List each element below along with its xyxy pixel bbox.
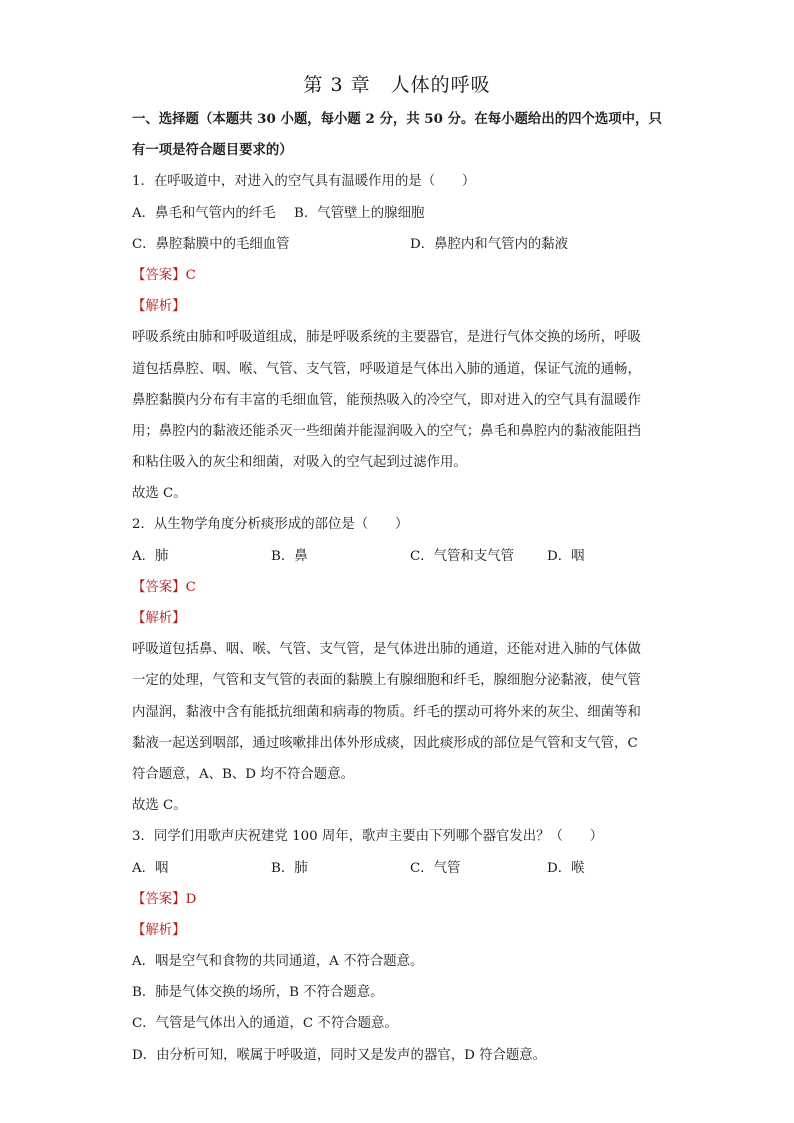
content <box>132 104 672 1071</box>
question-3 <box>132 821 672 1071</box>
option-a: A．咽 <box>132 860 169 876</box>
question-stem: 2．从生物学角度分析痰形成的部位是（ ） <box>132 517 409 533</box>
answer-label: 【答案】 <box>132 891 186 907</box>
question-2 <box>132 509 672 821</box>
analysis-line: 一定的处理，气管和支气管的表面的黏膜上有腺细胞和纤毛，腺细胞分泌黏液，使气管 <box>132 673 641 689</box>
option-c: C．鼻腔黏膜中的毛细血管 <box>132 236 290 252</box>
options-row <box>132 198 672 229</box>
answer-line <box>132 260 672 291</box>
section-heading-line-2: 有一项是符合题目要求的） <box>132 142 293 159</box>
analysis-line: 符合题意，A、B、D 均不符合题意。 <box>132 766 354 782</box>
answer-value: D <box>185 891 197 907</box>
options-row <box>132 229 672 260</box>
option-b: B．肺 <box>271 860 308 876</box>
option-d: D．鼻腔内和气管内的黏液 <box>410 236 569 252</box>
answer-label: 【答案】 <box>132 267 186 283</box>
question-1 <box>132 166 672 509</box>
option-d: D．喉 <box>547 860 585 876</box>
analysis-line: 呼吸道包括鼻、咽、喉、气管、支气管，是气体进出肺的通道，还能对进入肺的气体做 <box>132 642 641 658</box>
answer-line <box>132 572 672 603</box>
analysis-line: 故选 C。 <box>132 798 187 814</box>
analysis-line: 故选 C。 <box>132 486 187 502</box>
analysis-label: 【解析】 <box>132 299 186 315</box>
analysis-line: 和粘住吸入的灰尘和细菌，对吸入的空气起到过滤作用。 <box>132 455 467 471</box>
option-a: A．鼻毛和气管内的纤毛 <box>132 205 276 221</box>
answer-label: 【答案】 <box>132 579 186 595</box>
analysis-label: 【解析】 <box>132 922 186 938</box>
page-title: 第 3 章 人体的呼吸 <box>303 74 491 96</box>
option-b: B．气管壁上的腺细胞 <box>294 205 425 221</box>
option-c: C．气管 <box>410 860 461 876</box>
option-d: D．咽 <box>547 548 585 564</box>
analysis-line: A．咽是空气和食物的共同通道，A 不符合题意。 <box>132 954 424 970</box>
analysis-label: 【解析】 <box>132 611 186 626</box>
answer-value: C <box>185 267 196 283</box>
options-row <box>132 853 672 884</box>
analysis-line: D．由分析可知，喉属于呼吸道，同时又是发声的器官，D 符合题意。 <box>132 1047 547 1063</box>
analysis-line: 鼻腔黏膜内分布有丰富的毛细血管，能预热吸入的冷空气，即对进入的空气具有温暖作 <box>132 392 641 408</box>
analysis-line: 用；鼻腔内的黏液还能杀灭一些细菌并能湿润吸入的空气；鼻毛和鼻腔内的黏液能阻挡 <box>132 423 641 439</box>
analysis-line: 道包括鼻腔、咽、喉、气管、支气管，呼吸道是气体出入肺的通道，保证气流的通畅， <box>132 361 641 377</box>
analysis-line: C．气管是气体出入的通道，C 不符合题意。 <box>132 1016 398 1032</box>
option-a: A．肺 <box>132 548 169 564</box>
section-heading-line-1: 一、选择题（本题共 30 小题，每小题 2 分，共 50 分。在每小题给出的四个选项中，只 <box>132 111 662 127</box>
question-stem: 3．同学们用歌声庆祝建党 100 周年，歌声主要由下列哪个器官发出？（ ） <box>132 829 604 845</box>
analysis-line: B．肺是气体交换的场所，B 不符合题意。 <box>132 985 384 1001</box>
option-b: B．鼻 <box>271 548 308 564</box>
question-stem: 1．在呼吸道中，对进入的空气具有温暖作用的是（ ） <box>132 174 476 190</box>
analysis-line: 内湿润，黏液中含有能抵抗细菌和病毒的物质。纤毛的摆动可将外来的灰尘、细菌等和 <box>132 704 641 720</box>
answer-line <box>132 884 672 915</box>
analysis-line: 黏液一起送到咽部，通过咳嗽排出体外形成痰，因此痰形成的部位是气管和支气管，C <box>132 735 638 751</box>
analysis-line: 呼吸系统由肺和呼吸道组成，肺是呼吸系统的主要器官，是进行气体交换的场所，呼吸 <box>132 330 641 346</box>
options-row <box>132 541 672 572</box>
option-c: C．气管和支气管 <box>410 548 514 564</box>
answer-value: C <box>185 579 196 595</box>
